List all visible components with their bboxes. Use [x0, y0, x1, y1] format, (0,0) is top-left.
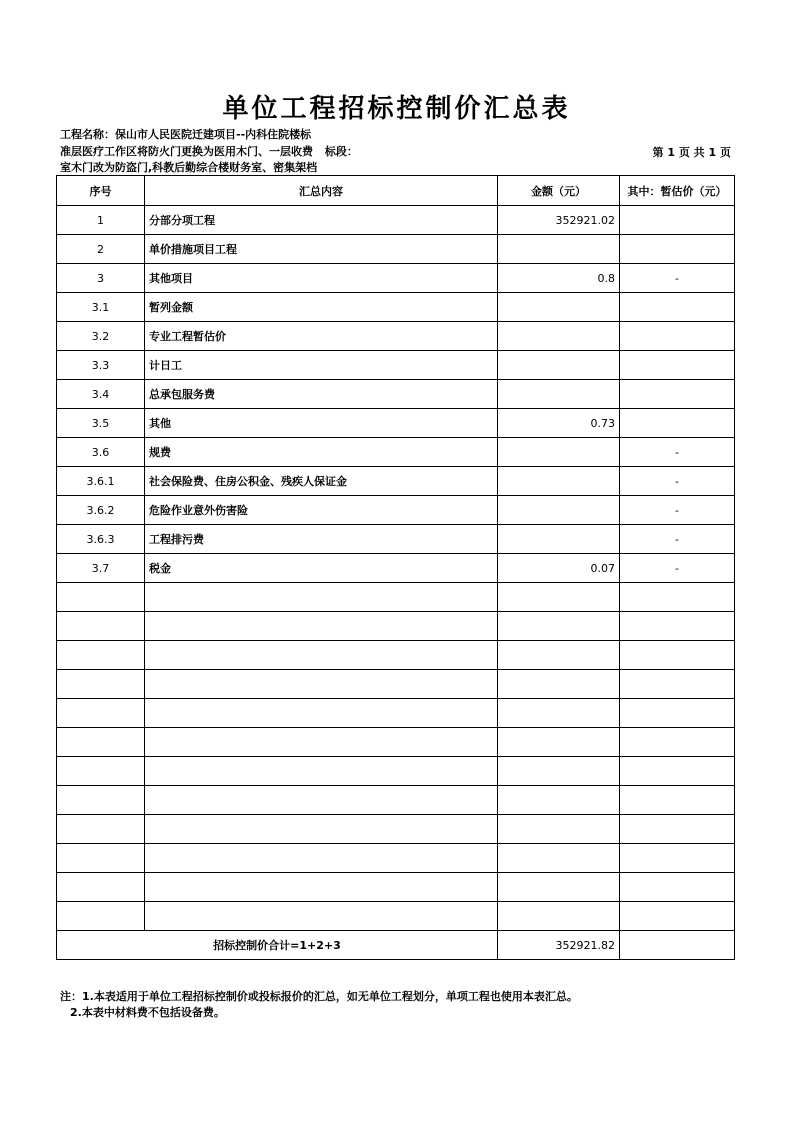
row-amount [498, 902, 620, 931]
project-name: 工程名称：保山市人民医院迁建项目--内科住院楼标 [60, 128, 312, 141]
row-content [145, 612, 498, 641]
row-no [57, 641, 145, 670]
row-amount [498, 293, 620, 322]
note-2: 2.本表中材料费不包括设备费。 [70, 1006, 225, 1019]
table-row [57, 467, 735, 496]
row-estimate [620, 235, 735, 264]
row-content [145, 873, 498, 902]
row-no [57, 786, 145, 815]
row-estimate [620, 757, 735, 786]
row-no: 3.7 [57, 554, 145, 583]
project-description: 准层医疗工作区将防火门更换为医用木门、一层收费 [60, 145, 313, 158]
table-row [57, 844, 735, 873]
total-amount: 352921.82 [498, 931, 620, 960]
row-no: 3.6 [57, 438, 145, 467]
row-no [57, 873, 145, 902]
row-content: 规费 [145, 438, 498, 467]
row-estimate [620, 902, 735, 931]
table-row [57, 235, 735, 264]
row-content: 其他 [145, 409, 498, 438]
row-no: 3.3 [57, 351, 145, 380]
row-amount: 0.07 [498, 554, 620, 583]
table-body [57, 206, 735, 931]
row-amount [498, 815, 620, 844]
row-no: 3.6.3 [57, 525, 145, 554]
row-estimate [620, 670, 735, 699]
row-no: 1 [57, 206, 145, 235]
table-row [57, 815, 735, 844]
header-amount: 金额（元） [498, 176, 620, 206]
row-content [145, 641, 498, 670]
total-label: 招标控制价合计=1+2+3 [57, 931, 498, 960]
row-no [57, 757, 145, 786]
table-row [57, 496, 735, 525]
row-amount [498, 351, 620, 380]
row-estimate: - [620, 264, 735, 293]
row-no: 2 [57, 235, 145, 264]
table-row [57, 757, 735, 786]
table-row [57, 612, 735, 641]
row-amount [498, 438, 620, 467]
table-row [57, 525, 735, 554]
row-no: 3.6.2 [57, 496, 145, 525]
project-name-line-3: 室木门改为防盗门,科教后勤综合楼财务室、密集架档 [60, 161, 318, 174]
row-no [57, 844, 145, 873]
row-amount [498, 786, 620, 815]
row-content: 危险作业意外伤害险 [145, 496, 498, 525]
row-content [145, 786, 498, 815]
row-content: 工程排污费 [145, 525, 498, 554]
row-estimate: - [620, 496, 735, 525]
row-amount [498, 844, 620, 873]
row-estimate [620, 699, 735, 728]
row-no [57, 728, 145, 757]
row-content [145, 844, 498, 873]
row-no: 3.1 [57, 293, 145, 322]
row-estimate [620, 815, 735, 844]
row-content: 分部分项工程 [145, 206, 498, 235]
table-row [57, 554, 735, 583]
total-row [57, 931, 735, 960]
row-content: 总承包服务费 [145, 380, 498, 409]
table-row [57, 264, 735, 293]
row-content [145, 728, 498, 757]
row-estimate [620, 583, 735, 612]
table-row [57, 641, 735, 670]
row-no: 3.2 [57, 322, 145, 351]
row-content: 专业工程暂估价 [145, 322, 498, 351]
table-row [57, 670, 735, 699]
row-amount [498, 583, 620, 612]
row-amount [498, 612, 620, 641]
table-row [57, 438, 735, 467]
row-estimate [620, 293, 735, 322]
row-estimate: - [620, 467, 735, 496]
row-amount: 352921.02 [498, 206, 620, 235]
table-row [57, 902, 735, 931]
table-row [57, 380, 735, 409]
row-amount [498, 525, 620, 554]
table-row [57, 728, 735, 757]
table-row [57, 322, 735, 351]
row-content: 暂列金额 [145, 293, 498, 322]
row-amount [498, 873, 620, 902]
row-estimate [620, 728, 735, 757]
row-amount [498, 728, 620, 757]
section-label: 标段： [324, 145, 358, 158]
page-title: 单位工程招标控制价汇总表 [222, 94, 571, 124]
header-no: 序号 [57, 176, 145, 206]
row-no [57, 670, 145, 699]
row-amount [498, 322, 620, 351]
row-amount: 0.73 [498, 409, 620, 438]
total-estimate [620, 931, 735, 960]
table-row [57, 351, 735, 380]
row-content: 其他项目 [145, 264, 498, 293]
header-estimate: 其中：暂估价（元） [620, 176, 735, 206]
row-amount [498, 235, 620, 264]
summary-table [56, 175, 735, 960]
table-row [57, 583, 735, 612]
row-no: 3 [57, 264, 145, 293]
row-content [145, 815, 498, 844]
row-no: 3.5 [57, 409, 145, 438]
row-content: 单价措施项目工程 [145, 235, 498, 264]
row-content [145, 699, 498, 728]
row-amount [498, 641, 620, 670]
row-estimate: - [620, 525, 735, 554]
row-estimate [620, 206, 735, 235]
page-number: 第 1 页 共 1 页 [652, 146, 731, 159]
row-amount [498, 699, 620, 728]
row-estimate [620, 322, 735, 351]
row-amount: 0.8 [498, 264, 620, 293]
row-content: 计日工 [145, 351, 498, 380]
table-row [57, 699, 735, 728]
header-content: 汇总内容 [145, 176, 498, 206]
note-1: 注：1.本表适用于单位工程招标控制价或投标报价的汇总，如无单位工程划分，单项工程也使用本表汇总。 [60, 990, 578, 1003]
row-no [57, 583, 145, 612]
row-amount [498, 757, 620, 786]
table-header-row [57, 176, 735, 206]
row-estimate [620, 786, 735, 815]
row-no: 3.4 [57, 380, 145, 409]
row-content [145, 902, 498, 931]
row-estimate [620, 641, 735, 670]
row-no [57, 699, 145, 728]
row-estimate [620, 873, 735, 902]
row-no [57, 612, 145, 641]
table-row [57, 873, 735, 902]
project-name-line-2 [60, 143, 358, 159]
row-estimate [620, 351, 735, 380]
row-amount [498, 467, 620, 496]
row-amount [498, 380, 620, 409]
table-row [57, 293, 735, 322]
row-content [145, 757, 498, 786]
table-row [57, 409, 735, 438]
row-estimate [620, 380, 735, 409]
row-no [57, 902, 145, 931]
row-content: 税金 [145, 554, 498, 583]
row-no: 3.6.1 [57, 467, 145, 496]
row-estimate: - [620, 554, 735, 583]
row-estimate [620, 612, 735, 641]
table-row [57, 206, 735, 235]
row-content [145, 583, 498, 612]
table-row [57, 786, 735, 815]
row-estimate: - [620, 438, 735, 467]
row-amount [498, 496, 620, 525]
row-no [57, 815, 145, 844]
row-estimate [620, 409, 735, 438]
row-estimate [620, 844, 735, 873]
row-amount [498, 670, 620, 699]
row-content: 社会保险费、住房公积金、残疾人保证金 [145, 467, 498, 496]
row-content [145, 670, 498, 699]
